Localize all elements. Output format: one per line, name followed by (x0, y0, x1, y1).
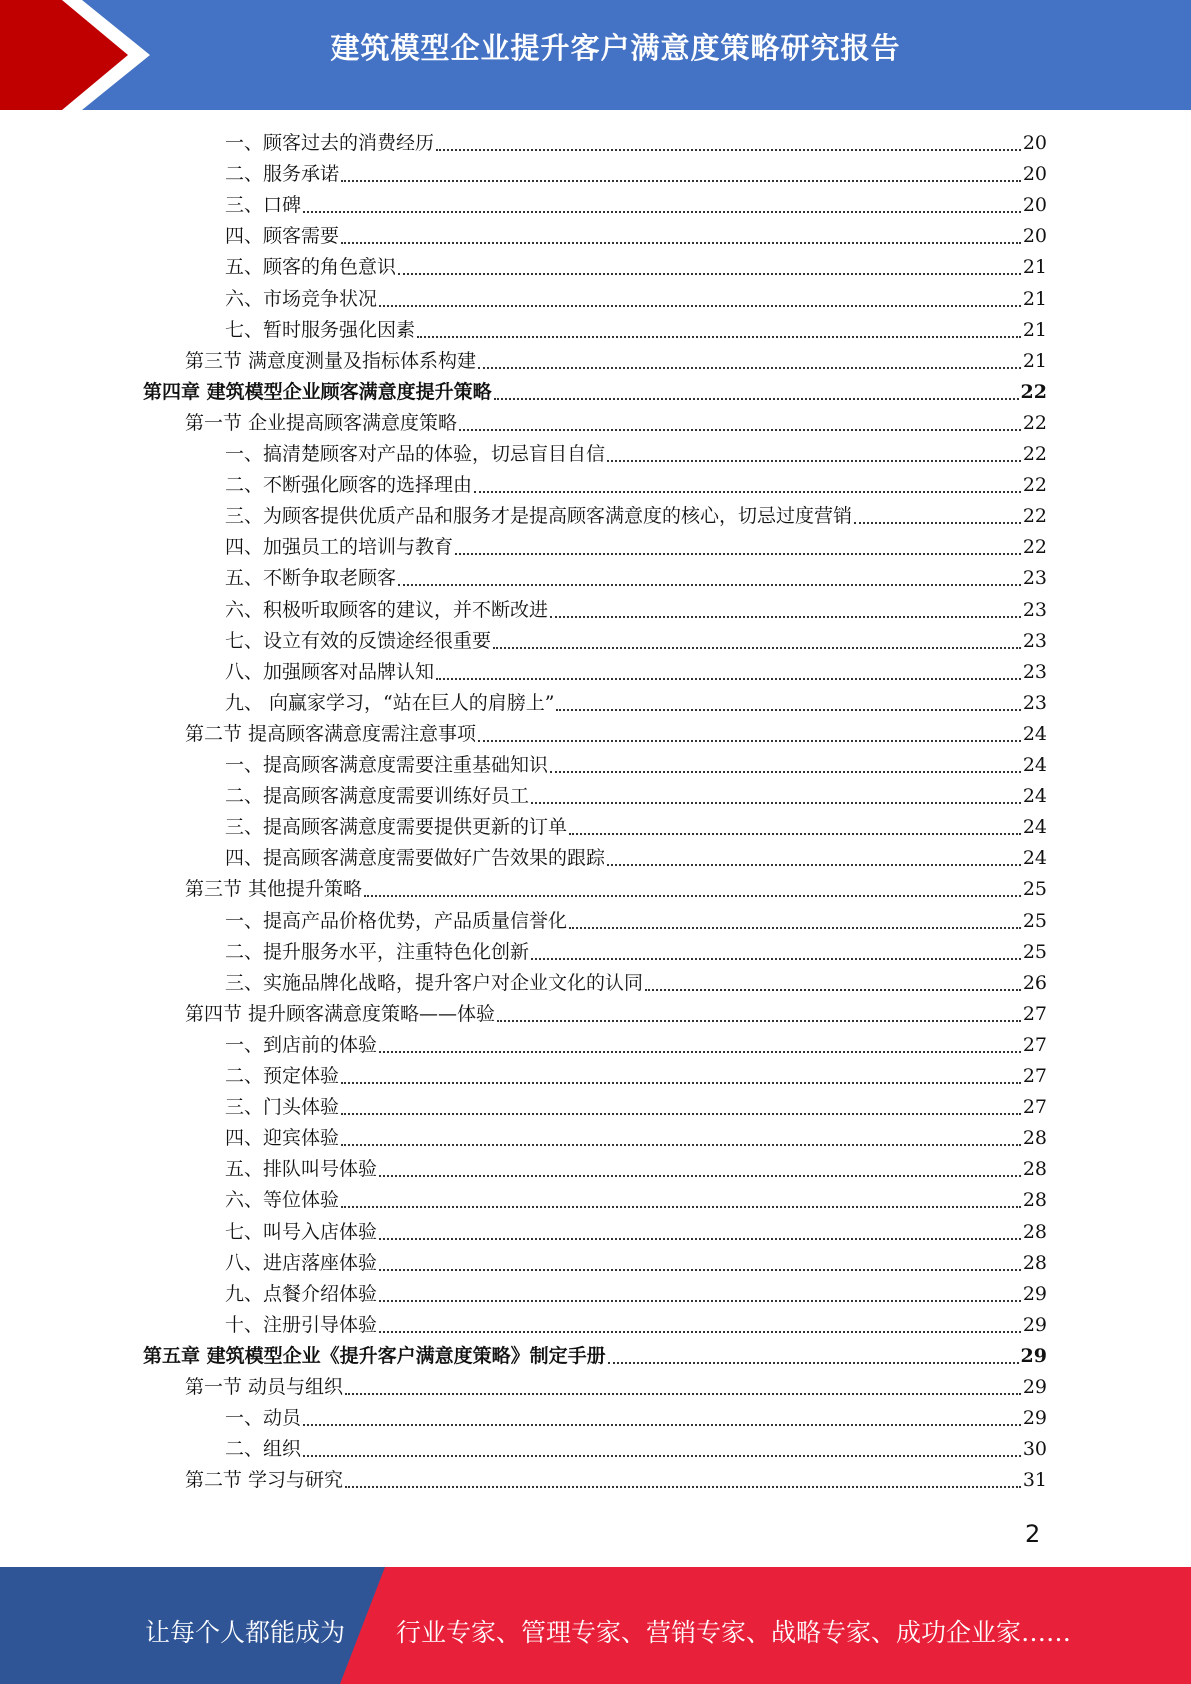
toc-entry-title: 五、排队叫号体验 (225, 1158, 378, 1181)
toc-entry-title: 第一节 企业提高顾客满意度策略 (185, 411, 458, 434)
toc-entry-page: 28 (1022, 1220, 1047, 1243)
toc-entry[interactable] (225, 968, 1047, 999)
toc-leader-dots (417, 335, 1021, 338)
toc-entry[interactable] (225, 906, 1047, 937)
toc-entry-page: 29 (1022, 1282, 1047, 1305)
toc-entry-title: 七、设立有效的反馈途经很重要 (225, 629, 492, 652)
toc-entry-title: 第五章 建筑模型企业《提升客户满意度策略》制定手册 (143, 1344, 606, 1367)
toc-entry[interactable] (225, 1310, 1047, 1341)
toc-entry-page: 23 (1022, 660, 1047, 683)
toc-entry-title: 一、到店前的体验 (225, 1033, 378, 1056)
toc-entry[interactable] (225, 626, 1047, 657)
toc-entry[interactable] (143, 377, 1047, 408)
toc-leader-dots (645, 988, 1021, 991)
toc-entry-title: 六、等位体验 (225, 1189, 340, 1212)
toc-leader-dots (398, 272, 1021, 275)
toc-entry-page: 20 (1022, 163, 1047, 186)
toc-entry-page: 21 (1022, 287, 1047, 310)
toc-entry[interactable] (185, 999, 1047, 1030)
toc-leader-dots (478, 739, 1021, 742)
toc-entry-page: 23 (1022, 629, 1047, 652)
toc-leader-dots (478, 366, 1021, 369)
toc-entry[interactable] (225, 1248, 1047, 1279)
footer-slogan-left: 让每个人都能成为 (145, 1618, 346, 1647)
toc-entry-title: 第一节 动员与组织 (185, 1376, 344, 1398)
toc-leader-dots (569, 832, 1021, 835)
toc-entry-title: 第二节 学习与研究 (185, 1469, 344, 1492)
toc-leader-dots (494, 397, 1019, 400)
toc-leader-dots (569, 926, 1021, 929)
toc-leader-dots (398, 583, 1021, 586)
toc-leader-dots (341, 1112, 1021, 1115)
toc-entry[interactable] (225, 1403, 1047, 1434)
toc-leader-dots (607, 459, 1021, 462)
toc-entry-page: 26 (1022, 971, 1047, 994)
toc-entry-title: 一、搞清楚顾客对产品的体验，切忌盲目自信 (225, 443, 606, 465)
toc-entry-page: 20 (1022, 132, 1047, 154)
toc-leader-dots (379, 1050, 1021, 1053)
toc-entry-title: 十、注册引导体验 (225, 1313, 378, 1336)
toc-leader-dots (379, 1237, 1021, 1240)
toc-leader-dots (345, 1485, 1021, 1488)
toc-leader-dots (436, 677, 1021, 680)
toc-entry[interactable] (225, 781, 1047, 812)
toc-entry-page: 23 (1022, 567, 1047, 590)
toc-leader-dots (531, 801, 1021, 804)
toc-entry-title: 一、动员 (225, 1407, 302, 1430)
toc-leader-dots (556, 708, 1020, 711)
toc-entry-page: 28 (1022, 1158, 1047, 1181)
toc-entry-title: 一、提高产品价格优势，产品质量信誉化 (225, 909, 568, 932)
toc-leader-dots (550, 770, 1021, 773)
toc-entry[interactable] (225, 315, 1047, 346)
toc-leader-dots (341, 1205, 1021, 1208)
toc-entry[interactable] (225, 843, 1047, 874)
toc-leader-dots (379, 1330, 1021, 1333)
toc-entry[interactable] (185, 408, 1047, 439)
toc-entry-title: 二、提升服务水平，注重特色化创新 (225, 940, 530, 963)
toc-entry-title: 一、提高顾客满意度需要注重基础知识 (225, 754, 549, 776)
toc-entry-page: 29 (1022, 1376, 1047, 1398)
toc-entry[interactable] (225, 221, 1047, 252)
toc-entry[interactable] (225, 1279, 1047, 1310)
toc-entry-page: 21 (1022, 318, 1047, 341)
toc-leader-dots (379, 1299, 1021, 1302)
toc-entry-title: 第二节 提高顾客满意度需注意事项 (185, 722, 477, 745)
toc-entry-page: 23 (1022, 691, 1047, 714)
toc-entry-title: 七、叫号入店体验 (225, 1220, 378, 1243)
toc-entry-page: 24 (1022, 816, 1047, 839)
toc-entry[interactable] (225, 470, 1047, 501)
toc-entry-title: 八、进店落座体验 (225, 1251, 378, 1274)
toc-entry-page: 29 (1022, 1407, 1047, 1430)
toc-leader-dots (531, 957, 1021, 960)
toc-entry[interactable] (185, 346, 1047, 377)
toc-entry-title: 三、实施品牌化战略，提升客户对企业文化的认同 (225, 971, 644, 994)
toc-entry-title: 五、不断争取老顾客 (225, 567, 397, 590)
toc-leader-dots (341, 1081, 1021, 1084)
toc-entry[interactable] (225, 595, 1047, 626)
toc-leader-dots (493, 646, 1021, 649)
toc-leader-dots (379, 304, 1021, 307)
toc-entry-title: 二、组织 (225, 1438, 302, 1461)
toc-entry-page: 24 (1022, 722, 1047, 745)
toc-entry-page: 22 (1022, 411, 1047, 434)
toc-entry-page: 30 (1022, 1438, 1047, 1461)
toc-entry-title: 三、口碑 (225, 194, 302, 217)
toc-entry-page: 29 (1022, 1313, 1047, 1336)
footer-slogan-right: 行业专家、管理专家、营销专家、战略专家、成功企业家…… (396, 1618, 1072, 1647)
toc-entry-title: 第四章 建筑模型企业顾客满意度提升策略 (143, 380, 492, 403)
toc-leader-dots (607, 863, 1021, 866)
toc-entry-title: 第三节 满意度测量及指标体系构建 (185, 349, 477, 372)
toc-entry[interactable] (225, 532, 1047, 563)
toc-entry-page: 23 (1022, 598, 1047, 621)
toc-leader-dots (345, 1392, 1021, 1395)
toc-entry[interactable] (185, 719, 1047, 750)
toc-entry[interactable] (225, 1217, 1047, 1248)
toc-entry[interactable] (185, 1372, 1047, 1403)
toc-leader-dots (455, 552, 1021, 555)
toc-leader-dots (550, 615, 1021, 618)
toc-entry-page: 31 (1022, 1469, 1047, 1492)
toc-leader-dots (497, 1019, 1021, 1022)
toc-entry[interactable] (225, 128, 1047, 159)
toc-entry-title: 四、迎宾体验 (225, 1127, 340, 1150)
toc-leader-dots (341, 241, 1021, 244)
toc-entry[interactable] (225, 1154, 1047, 1185)
toc-entry-page: 27 (1022, 1065, 1047, 1087)
toc-entry-title: 三、门头体验 (225, 1096, 340, 1119)
report-title: 建筑模型企业提升客户满意度策略研究报告 (330, 31, 901, 65)
toc-entry-title: 二、服务承诺 (225, 163, 340, 186)
toc-entry-title: 六、市场竞争状况 (225, 287, 378, 310)
toc-entry-title: 九、 向赢家学习，“站在巨人的肩膀上” (225, 691, 555, 714)
toc-entry-page: 22 (1022, 474, 1047, 497)
toc-leader-dots (364, 894, 1021, 897)
toc-entry-page: 28 (1022, 1251, 1047, 1274)
toc-entry[interactable] (225, 439, 1047, 470)
toc-entry[interactable] (225, 190, 1047, 221)
toc-entry-page: 25 (1022, 878, 1047, 901)
toc-leader-dots (459, 428, 1021, 431)
toc-leader-dots (854, 521, 1021, 524)
toc-entry[interactable] (225, 688, 1047, 719)
toc-leader-dots (474, 490, 1021, 493)
toc-entry-title: 一、顾客过去的消费经历 (225, 132, 435, 154)
toc-entry-title: 九、点餐介绍体验 (225, 1282, 378, 1305)
toc-entry[interactable] (225, 937, 1047, 968)
toc-leader-dots (303, 1454, 1021, 1457)
toc-entry[interactable] (225, 1092, 1047, 1123)
toc-leader-dots (379, 1268, 1021, 1271)
toc-entry-title: 三、为顾客提供优质产品和服务才是提高顾客满意度的核心，切忌过度营销 (225, 505, 853, 528)
toc-entry[interactable] (143, 1341, 1047, 1372)
toc-entry[interactable] (225, 750, 1047, 781)
toc-entry-title: 二、提高顾客满意度需要训练好员工 (225, 785, 530, 808)
toc-entry[interactable] (225, 1123, 1047, 1154)
toc-entry-page: 29 (1020, 1344, 1047, 1367)
toc-entry-page: 24 (1022, 785, 1047, 808)
toc-leader-dots (608, 1361, 1019, 1364)
toc-entry-page: 25 (1022, 909, 1047, 932)
toc-entry-title: 二、预定体验 (225, 1065, 340, 1087)
toc-entry[interactable] (225, 159, 1047, 190)
toc-entry-page: 20 (1022, 194, 1047, 217)
toc-entry-title: 四、提高顾客满意度需要做好广告效果的跟踪 (225, 847, 606, 870)
toc-entry[interactable] (225, 1061, 1047, 1092)
toc-entry-page: 25 (1022, 940, 1047, 963)
toc-entry[interactable] (185, 1465, 1047, 1496)
toc-entry-title: 八、加强顾客对品牌认知 (225, 660, 435, 683)
toc-entry-title: 二、不断强化顾客的选择理由 (225, 474, 473, 497)
toc-entry[interactable] (225, 1030, 1047, 1061)
toc-leader-dots (341, 179, 1021, 182)
toc-entry-page: 27 (1022, 1096, 1047, 1119)
toc-entry-title: 四、加强员工的培训与教育 (225, 536, 454, 559)
toc-entry-page: 27 (1022, 1002, 1047, 1025)
toc-leader-dots (436, 148, 1021, 151)
toc-entry[interactable] (225, 252, 1047, 283)
toc-entry-page: 22 (1022, 536, 1047, 559)
toc-entry-page: 21 (1022, 349, 1047, 372)
toc-leader-dots (303, 1423, 1021, 1426)
toc-entry[interactable] (225, 812, 1047, 843)
toc-entry[interactable] (225, 657, 1047, 688)
toc-entry-page: 22 (1020, 380, 1047, 403)
toc-entry[interactable] (225, 1434, 1047, 1465)
toc-entry-page: 20 (1022, 225, 1047, 248)
toc-leader-dots (341, 1143, 1021, 1146)
toc-entry-title: 三、提高顾客满意度需要提供更新的订单 (225, 816, 568, 839)
toc-entry[interactable] (185, 874, 1047, 905)
toc-entry-page: 28 (1022, 1127, 1047, 1150)
toc-entry[interactable] (225, 284, 1047, 315)
toc-entry-title: 四、顾客需要 (225, 225, 340, 248)
toc-entry-page: 28 (1022, 1189, 1047, 1212)
toc-entry[interactable] (225, 1185, 1047, 1216)
toc-leader-dots (379, 1174, 1021, 1177)
toc-entry-page: 27 (1022, 1033, 1047, 1056)
toc-entry-page: 24 (1022, 754, 1047, 776)
toc-entry-title: 七、暂时服务强化因素 (225, 318, 416, 341)
toc-leader-dots (303, 210, 1021, 213)
toc-entry-page: 24 (1022, 847, 1047, 870)
toc-entry[interactable] (225, 501, 1047, 532)
toc-entry-page: 22 (1022, 443, 1047, 465)
toc-entry-page: 22 (1022, 505, 1047, 528)
toc-entry-title: 五、顾客的角色意识 (225, 256, 397, 279)
toc-entry-title: 第三节 其他提升策略 (185, 878, 363, 901)
page-number: 2 (1025, 1520, 1041, 1548)
toc-entry-page: 21 (1022, 256, 1047, 279)
toc-entry-title: 六、积极听取顾客的建议，并不断改进 (225, 598, 549, 621)
toc-entry[interactable] (225, 563, 1047, 594)
toc-entry-title: 第四节 提升顾客满意度策略——体验 (185, 1002, 496, 1025)
